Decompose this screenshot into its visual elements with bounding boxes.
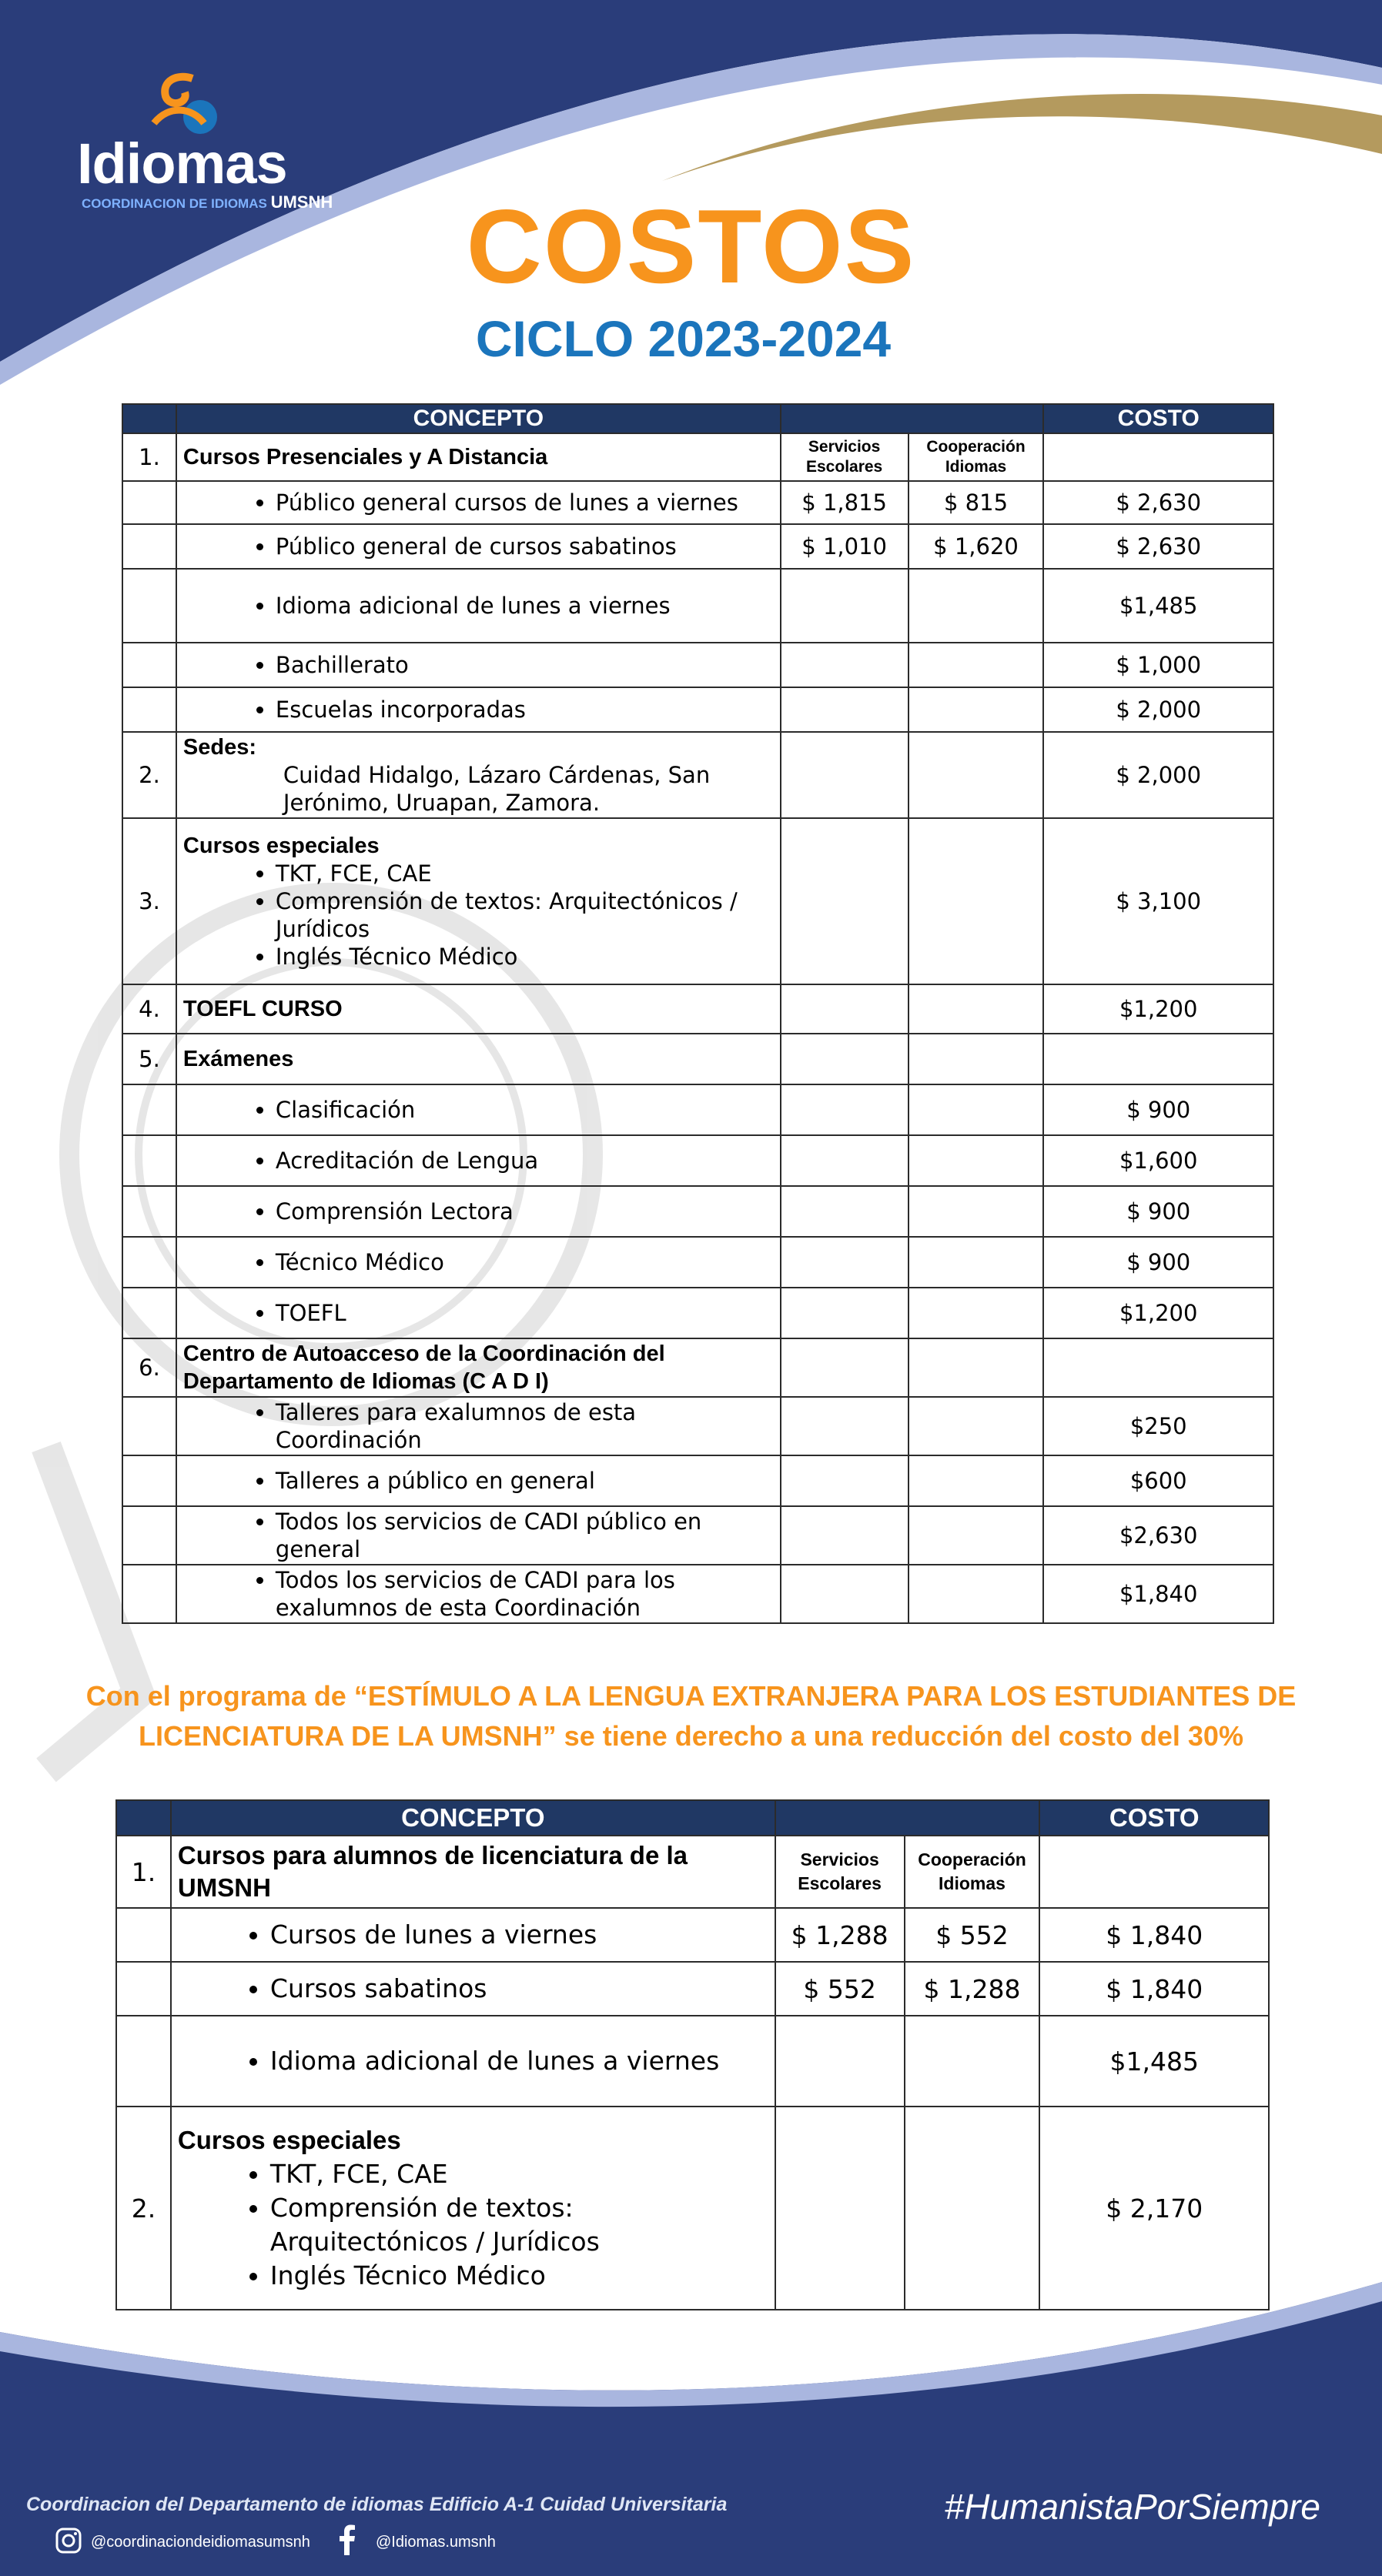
section-number: 2. [122, 732, 176, 818]
cost-value: $ 3,100 [1043, 818, 1273, 984]
costs-table [122, 403, 1274, 1624]
section-number: 5. [122, 1034, 176, 1084]
section-number: 3. [122, 818, 176, 984]
servicios-value: $ 552 [775, 1962, 905, 2016]
logo-sub-big: UMSNH [270, 192, 333, 212]
section-number: 1. [116, 1836, 171, 1908]
header-costo: COSTO [1043, 404, 1273, 433]
table-row [122, 643, 1273, 687]
section-row [122, 1338, 1273, 1397]
row-label: • Público general cursos de lunes a viernes [276, 489, 774, 516]
header-costo: COSTO [1039, 1800, 1269, 1836]
list-item: • TKT, FCE, CAE [270, 2157, 768, 2191]
row-label: • Comprensión Lectora [276, 1198, 774, 1225]
table-row [122, 1565, 1273, 1623]
cooperacion-value: $ 815 [909, 481, 1044, 524]
cost-value: $1,485 [1039, 2016, 1269, 2107]
section-row [122, 433, 1273, 481]
licenciatura-costs-table [115, 1799, 1270, 2310]
logo-word: Idiomas [77, 132, 287, 195]
cost-value: $600 [1043, 1455, 1273, 1506]
table-row [122, 569, 1273, 643]
row-label: • Técnico Médico [276, 1248, 774, 1276]
section-number: 2. [116, 2107, 171, 2310]
footer-address: Coordinacion del Departamento de idiomas Edificio A-1 Cuidad Universitaria [26, 2494, 728, 2515]
section-title: Sedes: [182, 735, 257, 760]
page-title: COSTOS [466, 188, 916, 305]
section-row [122, 818, 1273, 984]
row-label: • Cursos sabatinos [270, 1975, 768, 2003]
facebook-handle[interactable]: @Idiomas.umsnh [376, 2534, 496, 2551]
subheader-servicios: Servicios Escolares [781, 433, 909, 481]
cost-value: $ 2,000 [1043, 732, 1273, 818]
row-label: • Todos los servicios de CADI para los exalumnos de esta Coordinación [276, 1566, 774, 1622]
cost-value: $ 900 [1043, 1237, 1273, 1288]
sedes-line: Cuidad Hidalgo, Lázaro Cárdenas, San [283, 762, 711, 788]
list-item: • Inglés Técnico Médico [276, 943, 774, 971]
row-label: • Escuelas incorporadas [276, 696, 774, 723]
page-subtitle: CICLO 2023-2024 [475, 310, 892, 367]
row-label: • TOEFL [276, 1299, 774, 1327]
list-item: • Inglés Técnico Médico [270, 2259, 768, 2293]
sedes-line: Jerónimo, Uruapan, Zamora. [283, 790, 601, 816]
section-number: 1. [122, 433, 176, 481]
cost-value: $ 2,170 [1039, 2107, 1269, 2310]
cost-value: $ 900 [1043, 1186, 1273, 1237]
servicios-value: $ 1,010 [781, 524, 909, 569]
header-concepto: CONCEPTO [171, 1800, 775, 1836]
table-row [122, 687, 1273, 732]
section-title: Exámenes [176, 1034, 781, 1084]
section-title: Cursos especiales [177, 2126, 401, 2154]
table-row [116, 1908, 1269, 1962]
cost-value: $1,600 [1043, 1135, 1273, 1186]
row-label: • Público general de cursos sabatinos [276, 533, 774, 560]
section-row [122, 732, 1273, 818]
row-label: • Cursos de lunes a viernes [270, 1921, 768, 1949]
servicios-value: $ 1,288 [775, 1908, 905, 1962]
promo-line: LICENCIATURA DE LA UMSNH” se tiene derecho a una reducción del costo del 30% [139, 1720, 1243, 1752]
cost-value: $2,630 [1043, 1506, 1273, 1565]
instagram-icon[interactable] [55, 2528, 82, 2554]
cost-value: $250 [1043, 1397, 1273, 1455]
list-item: • TKT, FCE, CAE [276, 860, 774, 887]
subheader-cooperacion: Cooperación Idiomas [905, 1836, 1040, 1908]
cost-value: $1,485 [1043, 569, 1273, 643]
section-row [122, 1034, 1273, 1084]
row-label: • Idioma adicional de lunes a viernes [270, 2047, 768, 2075]
row-label: • Idioma adicional de lunes a viernes [276, 592, 774, 620]
promo-text [0, 1676, 1382, 1756]
section-row [122, 984, 1273, 1034]
table-row [122, 524, 1273, 569]
section-title: Cursos para alumnos de licenciatura de la UMSNH [171, 1836, 775, 1908]
section-title: TOEFL CURSO [176, 984, 781, 1034]
logo-swirl-icon [131, 69, 223, 139]
table-header [122, 404, 1273, 433]
cost-value: $ 2,000 [1043, 687, 1273, 732]
cost-value: $ 900 [1043, 1084, 1273, 1135]
cost-value: $1,840 [1043, 1565, 1273, 1623]
logo-sub-small: COORDINACION DE IDIOMAS [82, 196, 267, 211]
cost-value: $1,200 [1043, 1288, 1273, 1338]
cost-value: $1,200 [1043, 984, 1273, 1034]
table-row [122, 1084, 1273, 1135]
subheader-servicios: Servicios Escolares [775, 1836, 905, 1908]
cooperacion-value: $ 552 [905, 1908, 1040, 1962]
section-number: 6. [122, 1338, 176, 1397]
row-label: • Talleres para exalumnos de esta Coordinación [276, 1398, 774, 1454]
row-label: • Talleres a público en general [276, 1467, 774, 1495]
promo-line: Con el programa de “ESTÍMULO A LA LENGUA EXTRANJERA PARA LOS ESTUDIANTES DE [85, 1680, 1297, 1712]
table-row [122, 1186, 1273, 1237]
section-title: Cursos Presenciales y A Distancia [176, 433, 781, 481]
table-row [122, 1135, 1273, 1186]
section-title: Cursos especiales [182, 834, 380, 858]
cost-value: $ 1,840 [1039, 1962, 1269, 2016]
row-label: • Bachillerato [276, 651, 774, 679]
table-row [122, 1288, 1273, 1338]
instagram-handle[interactable]: @coordinaciondeidiomasumsnh [91, 2534, 310, 2551]
cooperacion-value: $ 1,620 [909, 524, 1044, 569]
facebook-icon[interactable] [337, 2524, 356, 2555]
row-label: • Todos los servicios de CADI público en general [276, 1508, 774, 1563]
section-row [116, 1836, 1269, 1908]
row-label: • Clasificación [276, 1096, 774, 1124]
row-label: • Acreditación de Lengua [276, 1147, 774, 1174]
section-number: 4. [122, 984, 176, 1034]
table-header [116, 1800, 1269, 1836]
cost-value: $ 2,630 [1043, 524, 1273, 569]
table-row [122, 1397, 1273, 1455]
cost-value: $ 1,840 [1039, 1908, 1269, 1962]
table-row [122, 1455, 1273, 1506]
cost-value: $ 2,630 [1043, 481, 1273, 524]
servicios-value: $ 1,815 [781, 481, 909, 524]
table-row [122, 481, 1273, 524]
table-row [116, 2016, 1269, 2107]
section-row [116, 2107, 1269, 2310]
table-row [122, 1237, 1273, 1288]
hashtag: #HumanistaPorSiempre [944, 2487, 1320, 2527]
cooperacion-value: $ 1,288 [905, 1962, 1040, 2016]
section-title: Centro de Autoacceso de la Coordinación del Departamento de Idiomas (C A D I) [176, 1338, 781, 1397]
list-item: • Comprensión de textos: Arquitectónicos / Jurídicos [270, 2191, 768, 2259]
subheader-cooperacion: Cooperación Idiomas [909, 433, 1044, 481]
cost-value: $ 1,000 [1043, 643, 1273, 687]
table-row [116, 1962, 1269, 2016]
list-item: • Comprensión de textos: Arquitectónicos / Jurídicos [276, 887, 774, 943]
header-concepto: CONCEPTO [176, 404, 781, 433]
table-row [122, 1506, 1273, 1565]
